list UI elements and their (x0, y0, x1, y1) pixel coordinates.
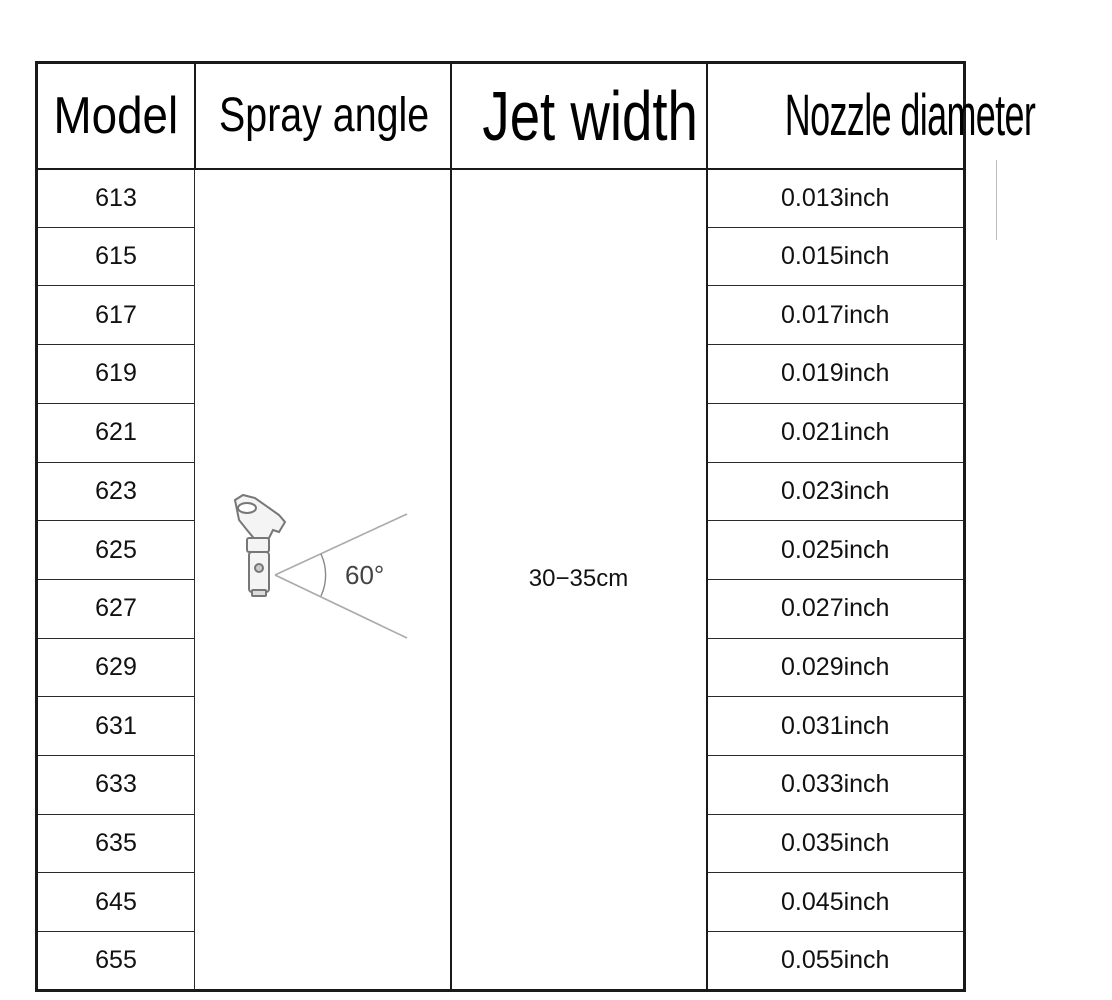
header-model: Model (53, 86, 179, 145)
header-jet-width-cell (451, 63, 707, 169)
nozzle-cell (707, 345, 965, 404)
model-cell (37, 697, 195, 756)
model-cell (37, 345, 195, 404)
nozzle-value: 0.029inch (781, 652, 890, 681)
model-cell (37, 756, 195, 815)
nozzle-value: 0.045inch (781, 887, 890, 916)
header-spray-angle-cell (195, 63, 451, 169)
nozzle-value: 0.013inch (781, 183, 890, 212)
model-value: 635 (95, 829, 137, 858)
model-value: 617 (95, 300, 137, 329)
table-row (37, 169, 965, 228)
nozzle-cell (707, 814, 965, 873)
angle-arc (321, 554, 326, 596)
model-value: 633 (95, 770, 137, 799)
nozzle-value: 0.055inch (781, 946, 890, 975)
nozzle-cell (707, 873, 965, 932)
model-value: 615 (95, 242, 137, 271)
nozzle-value: 0.025inch (781, 535, 890, 564)
nozzle-cell (707, 227, 965, 286)
spray-angle-cell (195, 169, 451, 991)
model-value: 621 (95, 418, 137, 447)
model-cell (37, 462, 195, 521)
model-cell (37, 932, 195, 991)
nozzle-value: 0.033inch (781, 770, 890, 799)
model-cell (37, 227, 195, 286)
header-jet-width: Jet width (481, 76, 698, 155)
nozzle-value: 0.015inch (781, 242, 890, 271)
header-spray-angle: Spray angle (218, 88, 429, 142)
nozzle-cell (707, 756, 965, 815)
model-cell (37, 169, 195, 228)
nozzle-value: 0.027inch (781, 594, 890, 623)
spray-line-top (275, 514, 407, 575)
model-value: 655 (95, 946, 137, 975)
jet-width-cell (451, 169, 707, 991)
nozzle-cell (707, 638, 965, 697)
model-value: 613 (95, 183, 137, 212)
edge-divider (996, 160, 997, 240)
model-cell (37, 814, 195, 873)
model-value: 645 (95, 887, 137, 916)
nozzle-value: 0.031inch (781, 711, 890, 740)
nozzle-value: 0.019inch (781, 359, 890, 388)
header-row (37, 63, 965, 169)
model-cell (37, 873, 195, 932)
nozzle-cell (707, 403, 965, 462)
model-value: 619 (95, 359, 137, 388)
nozzle-cell (707, 169, 965, 228)
header-model-cell (37, 63, 195, 169)
spray-tip-diagram (195, 170, 451, 980)
nozzle-cell (707, 462, 965, 521)
model-value: 623 (95, 476, 137, 505)
nozzle-cell (707, 521, 965, 580)
spray-angle-value: 60° (345, 559, 385, 590)
model-cell (37, 403, 195, 462)
model-value: 631 (95, 711, 137, 740)
model-cell (37, 286, 195, 345)
model-value: 629 (95, 652, 137, 681)
nozzle-cell (707, 286, 965, 345)
model-cell (37, 638, 195, 697)
model-cell (37, 579, 195, 638)
nozzle-value: 0.017inch (781, 300, 890, 329)
spray-tip-icon (235, 495, 285, 596)
header-nozzle-diameter: Nozzle diameter (784, 82, 1035, 148)
nozzle-cell (707, 932, 965, 991)
spray-line-bottom (275, 575, 407, 638)
nozzle-value: 0.023inch (781, 476, 890, 505)
nozzle-cell (707, 579, 965, 638)
header-nozzle-diameter-cell (707, 63, 1035, 169)
nozzle-value: 0.021inch (781, 418, 890, 447)
model-value: 627 (95, 594, 137, 623)
nozzle-cell (707, 697, 965, 756)
model-cell (37, 521, 195, 580)
nozzle-value: 0.035inch (781, 829, 890, 858)
spec-table (35, 61, 1035, 992)
jet-width-value: 30−35cm (528, 565, 629, 593)
model-value: 625 (95, 535, 137, 564)
